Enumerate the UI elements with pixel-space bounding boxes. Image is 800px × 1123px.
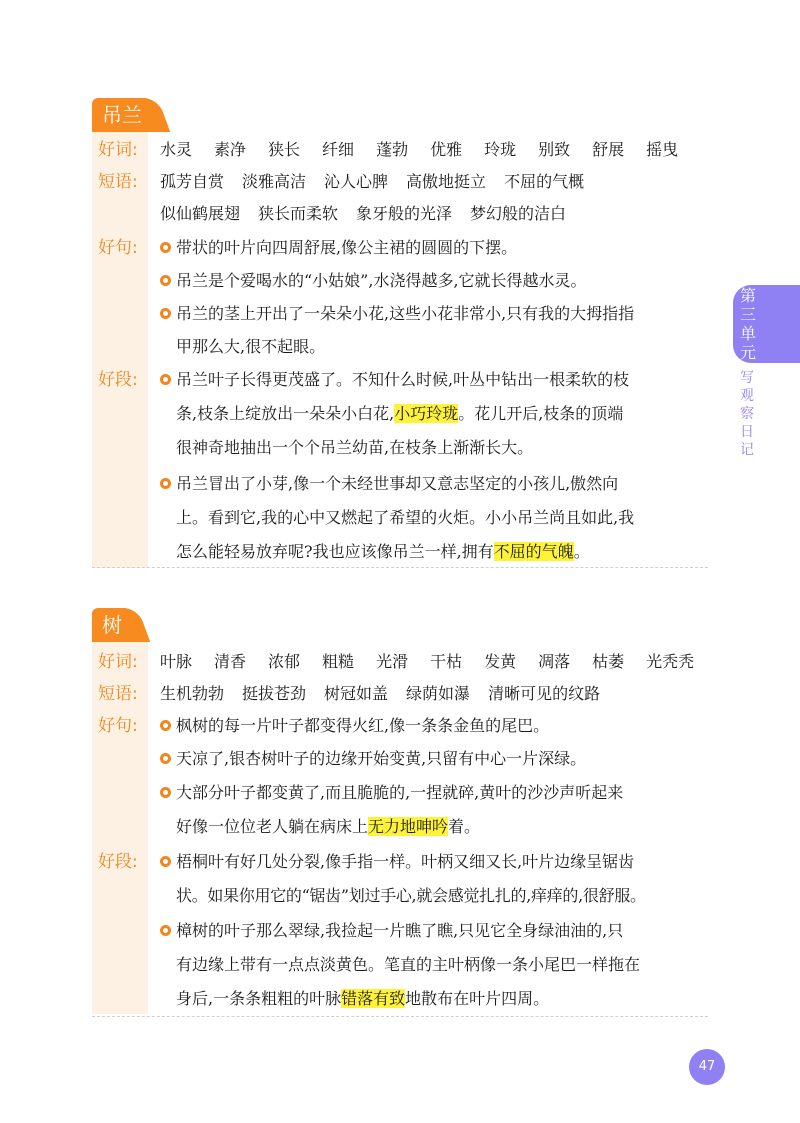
text-span: 怎么能轻易放弃呢?我也应该像吊兰一样,拥有 (176, 542, 494, 561)
text-span: 条,枝条上绽放出一朵朵小白花, (176, 404, 395, 423)
text-span: 。花儿开后,枝条的顶端 (458, 404, 624, 423)
sentence-text: 天凉了,银杏树叶子的边缘开始变黄,只留有中心一片深绿。 (176, 749, 587, 768)
flower-bullet-icon (160, 308, 171, 319)
flower-bullet-icon (160, 242, 171, 253)
word: 玲珑 (484, 140, 517, 159)
word: 水灵 (160, 140, 193, 159)
paragraph-text: 梧桐叶有好几处分裂,像手指一样。叶柄又细又长,叶片边缘呈锯齿 (176, 852, 635, 871)
words-list (160, 646, 708, 678)
paragraph-1 (92, 364, 708, 396)
paragraph-2-line-2 (92, 949, 708, 981)
section-title: 树 (102, 613, 122, 637)
paragraph-2 (92, 915, 708, 947)
word: 粗糙 (322, 652, 355, 671)
word: 优雅 (430, 140, 463, 159)
phrase: 象牙般的光泽 (356, 204, 453, 223)
phrase: 清晰可见的纹路 (488, 684, 601, 703)
section-divider (92, 1016, 708, 1017)
highlighted-phrase: 无力地呻吟 (368, 817, 449, 836)
sentence-2 (92, 743, 708, 775)
phrases-row (92, 678, 708, 710)
word: 摇曳 (646, 140, 679, 159)
flower-bullet-icon (160, 787, 171, 798)
phrase: 不屈的气概 (504, 172, 585, 191)
text-span: 好像一位位老人躺在病床上 (176, 817, 369, 836)
flower-bullet-icon (160, 478, 171, 489)
unit-subtitle: 写观察日记 (740, 370, 754, 458)
phrase: 树冠如盖 (324, 684, 389, 703)
section-title: 吊兰 (102, 103, 142, 127)
word: 枯萎 (592, 652, 625, 671)
flower-bullet-icon (160, 753, 171, 764)
words-list (160, 134, 708, 166)
paragraph-1-line-2 (92, 880, 708, 912)
phrases-list (160, 166, 708, 198)
text-span: 地散布在叶片四周。 (405, 989, 550, 1008)
word: 蓬勃 (376, 140, 409, 159)
word: 浓郁 (268, 652, 301, 671)
paragraph-2-line-3 (92, 983, 708, 1015)
word: 凋落 (538, 652, 571, 671)
flower-bullet-icon (160, 275, 171, 286)
sentence-3 (92, 777, 708, 809)
phrases-label: 短语: (98, 172, 138, 192)
highlighted-phrase: 小巧玲珑 (394, 404, 459, 423)
word: 狭长 (268, 140, 301, 159)
sentence-text: 吊兰的茎上开出了一朵朵小花,这些小花非常小,只有我的大拇指指 (176, 304, 635, 323)
paragraph-1-line-2 (92, 398, 708, 430)
phrases-row-2 (92, 198, 708, 230)
paragraph-1 (92, 846, 708, 878)
phrases-row (92, 166, 708, 198)
paragraph-text: 状。如果你用它的“锯齿”划过手心,就会感觉扎扎的,痒痒的,很舒服。 (176, 886, 646, 905)
section-divider (92, 567, 708, 568)
page-number: 47 (689, 1049, 725, 1085)
highlighted-phrase: 错落有致 (341, 989, 406, 1008)
section-diaolan (92, 98, 708, 568)
paragraph-text: 很神奇地抽出一个个吊兰幼苗,在枝条上渐渐长大。 (176, 438, 534, 457)
text-span: 。 (573, 542, 590, 561)
word: 光滑 (376, 652, 409, 671)
word: 发黄 (484, 652, 517, 671)
sentence-1 (92, 232, 708, 264)
words-label: 好词: (98, 140, 138, 160)
section-title-tab (92, 98, 156, 132)
word: 素净 (214, 140, 247, 159)
section-title-tab (92, 608, 136, 642)
phrases-list (160, 678, 708, 710)
paragraph-text: 樟树的叶子那么翠绿,我捡起一片瞧了瞧,只见它全身绿油油的,只 (176, 921, 624, 940)
phrase: 挺拔苍劲 (242, 684, 307, 703)
paragraphs-label: 好段: (98, 852, 138, 872)
phrase: 狭长而柔软 (258, 204, 339, 223)
word: 纤细 (322, 140, 355, 159)
text-span: 身后,一条条粗粗的叶脉 (176, 989, 342, 1008)
word: 别致 (538, 140, 571, 159)
paragraph-1-line-3 (92, 432, 708, 464)
word: 叶脉 (160, 652, 193, 671)
phrase: 孤芳自赏 (160, 172, 225, 191)
paragraph-text (176, 536, 708, 568)
sentence-2 (92, 265, 708, 297)
words-label: 好词: (98, 652, 138, 672)
sentence-text: 甲那么大,很不起眼。 (176, 337, 326, 356)
phrase: 高傲地挺立 (406, 172, 487, 191)
word: 光秃秃 (646, 652, 695, 671)
sentence-text: 大部分叶子都变黄了,而且脆脆的,一捏就碎,黄叶的沙沙声听起来 (176, 783, 624, 802)
sentences-label: 好句: (98, 716, 138, 736)
phrases-label: 短语: (98, 684, 138, 704)
flower-bullet-icon (160, 925, 171, 936)
sentence-1 (92, 710, 708, 742)
sentences-label: 好句: (98, 238, 138, 258)
paragraph-text (176, 398, 708, 430)
phrase: 似仙鹤展翅 (160, 204, 241, 223)
flower-bullet-icon (160, 374, 171, 385)
words-row (92, 646, 708, 678)
paragraph-2-line-3 (92, 536, 708, 568)
phrase: 生机勃勃 (160, 684, 225, 703)
phrase: 梦幻般的洁白 (470, 204, 567, 223)
sentence-text: 带状的叶片向四周舒展,像公主裙的圆圆的下摆。 (176, 238, 518, 257)
sentence-3 (92, 298, 708, 330)
phrase: 沁人心脾 (324, 172, 389, 191)
sentence-3-cont (92, 331, 708, 363)
paragraph-2 (92, 468, 708, 500)
sentence-text: 吊兰是个爱喝水的“小姑娘”,水浇得越多,它就长得越水灵。 (176, 271, 587, 290)
flower-bullet-icon (160, 856, 171, 867)
paragraph-text (176, 983, 708, 1015)
words-row (92, 134, 708, 166)
text-span: 着。 (448, 817, 481, 836)
sentence-text: 枫树的每一片叶子都变得火红,像一条条金鱼的尾巴。 (176, 716, 550, 735)
paragraph-text: 吊兰叶子长得更茂盛了。不知什么时候,叶丛中钻出一根柔软的枝 (176, 370, 630, 389)
sentence-3-cont (92, 811, 708, 843)
word: 舒展 (592, 140, 625, 159)
flower-bullet-icon (160, 720, 171, 731)
paragraph-text: 吊兰冒出了小芽,像一个未经世事却又意志坚定的小孩儿,傲然向 (176, 474, 619, 493)
paragraph-text: 上。看到它,我的心中又燃起了希望的火炬。小小吊兰尚且如此,我 (176, 508, 635, 527)
unit-title: 第三单元 (740, 286, 757, 362)
section-tree (92, 608, 708, 1018)
paragraph-text: 有边缘上带有一点点淡黄色。笔直的主叶柄像一条小尾巴一样拖在 (176, 955, 641, 974)
sentence-text (176, 811, 708, 843)
paragraphs-label: 好段: (98, 370, 138, 390)
highlighted-phrase: 不屈的气魄 (493, 542, 574, 561)
phrases-list (160, 198, 708, 230)
paragraph-2-line-2 (92, 502, 708, 534)
word: 干枯 (430, 652, 463, 671)
word: 清香 (214, 652, 247, 671)
phrase: 绿荫如瀑 (406, 684, 471, 703)
phrase: 淡雅高洁 (242, 172, 307, 191)
